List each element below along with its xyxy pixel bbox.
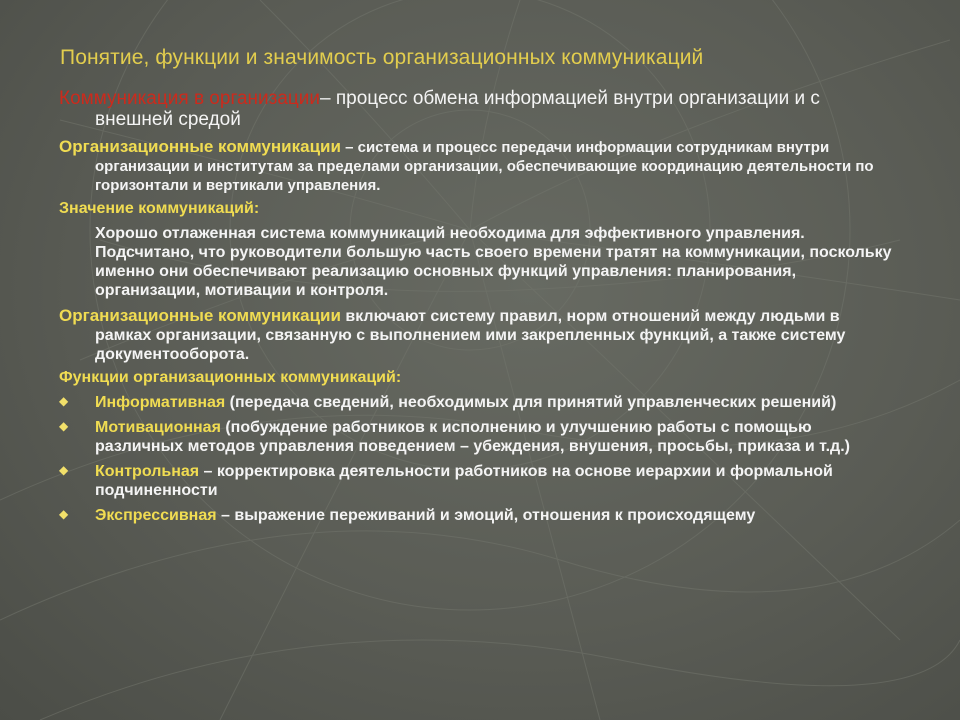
section-heading-importance: Значение коммуникаций: <box>59 200 260 217</box>
function-item-motivational <box>59 418 899 456</box>
function-item-informative <box>59 393 899 412</box>
org-communications-include <box>59 306 899 364</box>
diamond-bullet-icon: ◆ <box>59 419 69 433</box>
diamond-bullet-icon: ◆ <box>59 463 69 477</box>
function-description: – корректировка деятельности работников на основе иерархии и формальной подчиненности <box>95 463 833 499</box>
definition-communication-text: – процесс обмена информацией внутри организации и с внешней средой <box>95 88 820 130</box>
function-term: Экспрессивная <box>95 507 217 524</box>
function-term: Контрольная <box>95 463 200 480</box>
function-term: Информативная <box>95 394 226 411</box>
function-description: (передача сведений, необходимых для принятий управленческих решений) <box>225 394 837 411</box>
importance-text: Хорошо отлаженная система коммуникаций необходима для эффективного управления. Подсчитано, что руководители большую часть своего времени тратят на коммуникации, поскольку именно они обеспечивают реализацию основных функций управления: планирования, организации, мотивации и контроля. <box>95 225 892 299</box>
function-term: Мотивационная <box>95 419 221 436</box>
term-org-communications-2: Организационные коммуникации <box>59 306 341 325</box>
function-description: (побуждение работников к исполнению и улучшению работы с помощью различных методов управления поведением – убеждения, внушения, просьбы, приказа и т.д.) <box>95 419 850 455</box>
slide-title: Понятие, функции и значимость организационных коммуникаций <box>60 46 704 69</box>
slide-content <box>59 88 899 531</box>
definition-communication <box>59 88 899 130</box>
function-item-expressive <box>59 506 899 525</box>
definition-org-communications <box>59 137 899 195</box>
org-communications-include-text: включают систему правил, норм отношений между людьми в рамках организации, связанную с выполнением ими закрепленных функций, а также систему документооборота. <box>95 308 846 363</box>
diamond-bullet-icon: ◆ <box>59 394 69 408</box>
term-communication: Коммуникация в организации <box>59 88 321 109</box>
functions-list <box>59 393 899 525</box>
diamond-bullet-icon: ◆ <box>59 507 69 521</box>
function-item-control <box>59 462 899 500</box>
section-heading-functions: Функции организационных коммуникаций: <box>59 369 402 386</box>
term-org-communications: Организационные коммуникации <box>59 137 341 156</box>
definition-org-communications-text: – система и процесс передачи информации сотрудникам внутри организации и институтам за пределами организации, обеспечивающие координацию деятельности по горизонтали и вертикали управления. <box>95 139 874 194</box>
function-description: – выражение переживаний и эмоций, отношения к происходящему <box>216 507 756 524</box>
